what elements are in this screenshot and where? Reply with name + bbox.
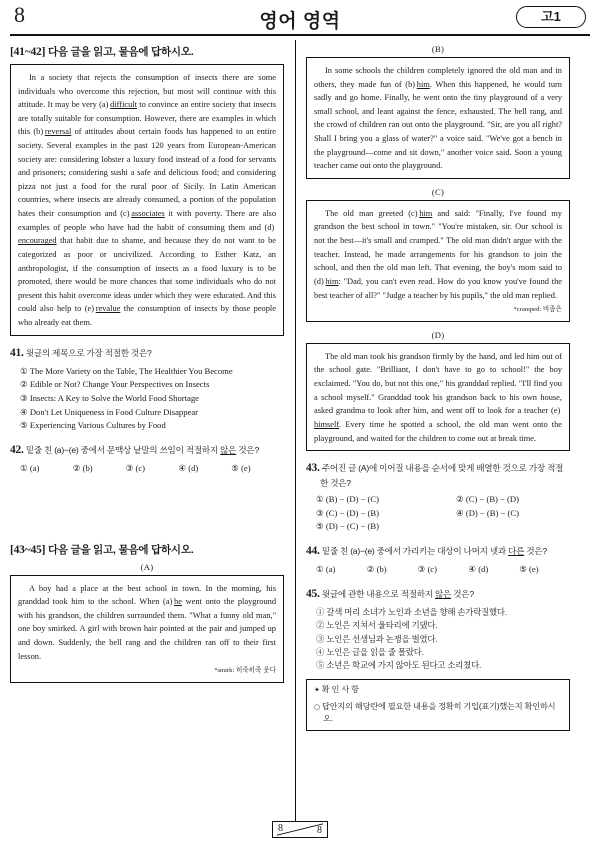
question-44-options: [306, 563, 570, 577]
footer-page-left: 8: [278, 823, 283, 834]
question-42: [10, 442, 284, 476]
option[interactable]: ⑤ 소년은 학교에 가지 않아도 된다고 소리쳤다.: [316, 660, 482, 671]
right-column: [290, 44, 570, 838]
question-45: [306, 586, 570, 673]
page-number: 8: [14, 2, 25, 27]
passage-text: The old man greeted (c) him and said: "Finally, I've found my grandson the best school in town." "You're mistaken, sir. Our school is not the best—it's small and cramped." The old man didn't argue with the teacher. Instead, he made arrangements for his grandson to join the school, and then the old man left. That evening, the boy's mom said to (d) him: "Dad, you can't even read. How do you know you've found the best teacher of all?" "Judge a teacher by his pupils," the old man replied.: [314, 208, 562, 300]
question-45-options: [306, 606, 570, 672]
question-43-prompt: 주어진 글 (A)에 이어질 내용을 순서에 맞게 배열한 것으로 가장 적절한 것은?: [320, 463, 564, 489]
question-43-head: [306, 460, 570, 490]
directive-41-42: [10, 44, 284, 59]
option[interactable]: ③ (c): [125, 462, 145, 473]
question-45-prompt-emphasis: 않은: [435, 588, 452, 599]
passage-label-c: (C): [431, 186, 445, 197]
gloss-star: *: [513, 307, 517, 314]
notice-body: 답안지의 해당란에 필요한 내용을 정확히 기입(표기)했는지 확인하시오.: [322, 701, 556, 724]
question-45-number: 45.: [306, 587, 320, 600]
question-44-prompt-pre: 밑줄 친 (a)−(e) 중에서 가리키는 대상이 나머지 넷과: [321, 546, 509, 556]
directive-text: 다음 글을 읽고, 물음에 답하시오.: [47, 543, 194, 556]
option[interactable]: ② (b): [72, 462, 93, 473]
circle-bullet-icon: ○: [314, 702, 320, 711]
passage-text: In a society that rejects the consumption of insects there are some individuals who overcome this rejection, but most will continue with this attitude. It may be very (a) difficult to convince an entire society that insects are totally suitable for consumption. However, there are examples in which this (b) reversal of attitudes about certain foods has happened to an entire society. Several examples in the past 120 years from European-American society are: considering lobster a luxury food instead of a food for servants and prisoners; considering sushi a safe and delicious food; and considering pizza not just a food for the rural poor of Sicily. In Latin American countries, where insects are already consumed, a portion of the population hates their consumption and (c) associates it with poverty. There are also examples of people who have had the habit of consuming them and (d) encouraged that habit due to shame, and because they do not want to be categorized as poor or uncivilized. According to Esther Katz, an anthropologist, if the consumption of insects as a food luxury is to be promoted, there would be more chances that some individuals who do not present this habit overcome ideas under which they were educated. And this could also help to (e) revalue the consumption of insects by those people who already eat them.: [18, 73, 277, 327]
notice-body-row: [314, 701, 562, 726]
option[interactable]: ② (C) − (B) − (D): [456, 494, 519, 505]
question-42-head: [10, 442, 284, 459]
option[interactable]: ④ (D) − (B) − (C): [456, 507, 519, 518]
header-divider: [10, 34, 590, 36]
option[interactable]: ⑤ (e): [231, 462, 251, 473]
option[interactable]: ② Edible or Not? Change Your Perspectives on Insects: [20, 379, 210, 390]
passage-text: In some schools the children completely ignored the old man and in others, they made fun of (b) him. When this happened, he would turn sadly and go home. Finally, he went onto the tiny playground of a very small school, and leant against the fence, exhausted. The bell rang, and the crowd of children ran out onto the playground. "Sir, are you all right? Shall I bring you a glass of water?" a voice said. "We've got a bench in the playground—come and sit down," another voice said. Soon a young teacher came out onto the playground.: [314, 66, 562, 171]
footer-page-right: 8: [317, 825, 322, 836]
passage-text: The old man took his grandson firmly by the hand, and led him out of the school gate. "Brilliant, I don't have to go to school!" the boy exclaimed. "You do, but not this one," his granddad replied. "I'll find you a school myself." Granddad took his grandson back to his own house, asked grandma to look after him, and went off to look for a teacher (e) himself. Every time he spotted a school, the old man went onto the playground, and waited for the children to come out at break time.: [314, 351, 562, 443]
footer-page-box: [272, 821, 328, 838]
option[interactable]: ④ (d): [178, 462, 199, 473]
passage-text: A boy had a place at the best school in town. In the morning, his granddad took him to the school. When (a) he went onto the playground with his grandson, the children surrounded them. "What a funny old man," one boy smirked. A girl with brown hair pointed at the pair and jumped up and down. Suddenly, the bell rang and the children ran off to their first lesson.: [18, 583, 277, 661]
option[interactable]: ① (a): [20, 462, 40, 473]
question-45-prompt-pre: 윗글에 관한 내용으로 적절하지: [321, 588, 435, 599]
gloss-star: *: [214, 668, 218, 675]
directive-range: [41~42]: [10, 46, 46, 58]
option[interactable]: ④ Don't Let Uniqueness in Food Culture Disappear: [20, 406, 198, 417]
gloss-term: smirk:: [217, 667, 236, 675]
notice-title-row: [314, 684, 562, 696]
page-header: [0, 0, 600, 38]
question-42-options: [10, 462, 284, 476]
confirmation-notice: [306, 679, 570, 731]
option[interactable]: ⑤ (e): [519, 564, 539, 575]
option[interactable]: ④ (d): [468, 564, 489, 575]
gloss-definition: 히죽히죽 웃다: [235, 667, 276, 675]
option[interactable]: ③ Insects: A Key to Solve the World Food Shortage: [20, 392, 199, 403]
page-title: 영어 영역: [259, 11, 341, 32]
passage-41-42: [10, 64, 284, 336]
gloss-definition: 비좁은: [542, 306, 562, 314]
grade-badge: 고1: [516, 6, 586, 28]
question-45-head: [306, 586, 570, 603]
diamond-bullet-icon: ✦: [314, 686, 320, 695]
option[interactable]: ② (b): [366, 564, 387, 575]
passage-label-a: (A): [140, 561, 154, 572]
passage-a-gloss: [18, 666, 276, 677]
question-42-prompt-pre: 밑줄 친 (a)−(e) 중에서 문맥상 낱말의 쓰임이 적절하지: [25, 444, 221, 455]
directive-text: 다음 글을 읽고, 물음에 답하시오.: [47, 46, 194, 58]
question-41-prompt: 윗글의 제목으로 가장 적절한 것은?: [25, 347, 152, 358]
question-44-head: [306, 543, 570, 560]
question-41-number: 41.: [10, 346, 24, 359]
question-41-head: [10, 345, 284, 362]
passage-b: [306, 57, 570, 179]
passage-label-b: (B): [431, 44, 445, 54]
option[interactable]: ② 노인은 지쳐서 울타리에 기댔다.: [316, 620, 438, 631]
passage-d: [306, 343, 570, 451]
question-44: [306, 543, 570, 577]
passage-label-d: (D): [431, 329, 445, 340]
question-43: [306, 460, 570, 534]
question-44-prompt-post: 것은?: [524, 546, 547, 556]
question-43-number: 43.: [306, 462, 320, 475]
passage-c: [306, 200, 570, 322]
page-footer: [0, 821, 600, 838]
question-42-prompt-post: 것은?: [236, 444, 260, 455]
option[interactable]: ③ (c): [417, 564, 437, 575]
option[interactable]: ⑤ Experiencing Various Cultures by Food: [20, 420, 166, 431]
option[interactable]: ④ 노인은 글을 읽을 줄 몰랐다.: [316, 646, 424, 657]
passage-c-gloss: [314, 305, 562, 316]
notice-title: 확 인 사 항: [321, 685, 359, 695]
question-41: [10, 345, 284, 433]
question-43-options: [306, 493, 570, 534]
content-columns: [0, 38, 600, 838]
option[interactable]: ⑤ (D) − (C) − (B): [316, 521, 379, 532]
left-column: [10, 44, 290, 838]
option[interactable]: ① (B) − (D) − (C): [316, 494, 379, 505]
gloss-term: cramped:: [516, 306, 543, 314]
option[interactable]: ① (a): [316, 564, 336, 575]
question-45-prompt-post: 것은?: [451, 588, 474, 599]
question-44-number: 44.: [306, 545, 320, 557]
left-column-spacer: [10, 480, 284, 542]
option[interactable]: ① 갈색 머리 소녀가 노인과 소년을 향해 손가락질했다.: [316, 607, 507, 618]
option[interactable]: ① The More Variety on the Table, The Healthier You Become: [20, 365, 233, 376]
question-42-prompt-emphasis: 않은: [220, 444, 237, 455]
option[interactable]: ③ 노인은 선생님과 논쟁을 벌였다.: [316, 633, 438, 644]
option[interactable]: ③ (C) − (D) − (B): [316, 507, 379, 518]
question-44-prompt-emphasis: 다른: [508, 546, 525, 556]
directive-43-45: [10, 542, 284, 557]
column-divider: [295, 40, 296, 822]
directive-range: [43~45]: [10, 543, 46, 556]
question-42-number: 42.: [10, 443, 24, 456]
question-41-options: [10, 365, 284, 433]
passage-a: [10, 575, 284, 683]
